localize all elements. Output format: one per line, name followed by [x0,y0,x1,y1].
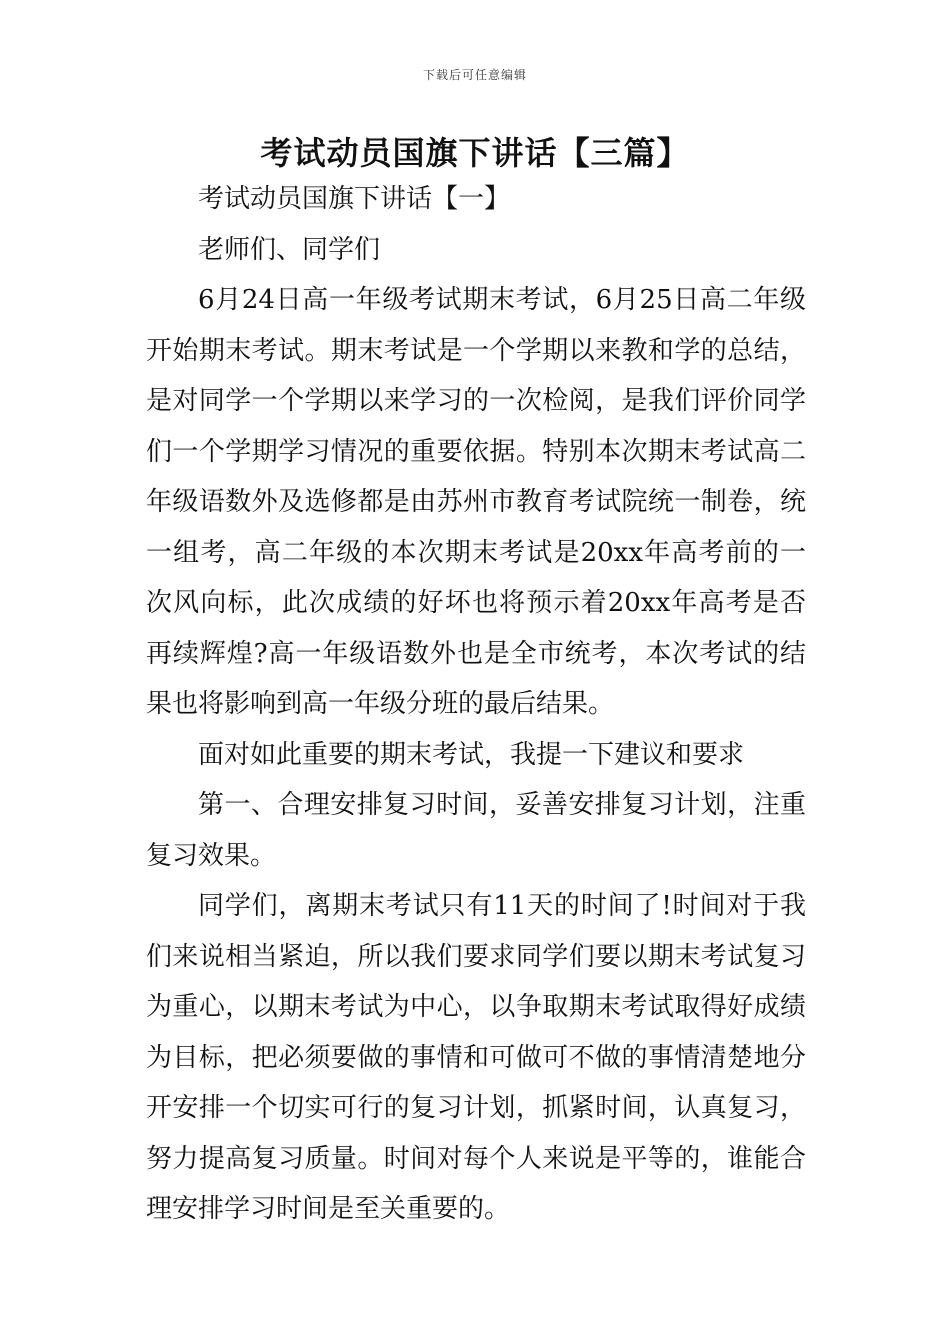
body-paragraph: 同学们，离期末考试只有11天的时间了!时间对于我们来说相当紧迫，所以我们要求同学们要以期末考试复习为重心，以期末考试为中心，以争取期末考试取得好成绩为目标，把必须要做的事情和可做可不做的事情清楚地分开安排一个切实可行的复习计划，抓紧时间，认真复习，努力提高复习质量。时间对每个人来说是平等的，谁能合理安排学习时间是至关重要的。 [146,891,806,1224]
section-heading: 考试动员国旗下讲话【一】 [198,184,511,214]
document-title: 考试动员国旗下讲话【三篇】 [260,134,690,172]
body-paragraph: 面对如此重要的期末考试，我提一下建议和要求 [198,739,745,770]
body-paragraph: 第一、合理安排复习时间，妥善安排复习计划，注重复习效果。 [146,790,806,871]
body-paragraph: 6月24日高一年级考试期末考试，6月25日高二年级开始期末考试。期末考试是一个学期以来教和学的总结，是对同学一个学期以来学习的一次检阅，是我们评价同学们一个学期学习情况的重要依据。特别本次期末考试高二年级语数外及选修都是由苏州市教育考试院统一制卷，统一组考，高二年级的本次期末考试是20xx年高考前的一次风向标，此次成绩的好坏也将预示着20xx年高考是否再续辉煌?高一年级语数外也是全市统考，本次考试的结果也将影响到高一年级分班的最后结果。 [146,285,806,719]
header-note: 下载后可任意编辑 [422,68,527,82]
document-body [146,174,806,1235]
salutation: 老师们、同学们 [198,234,381,265]
